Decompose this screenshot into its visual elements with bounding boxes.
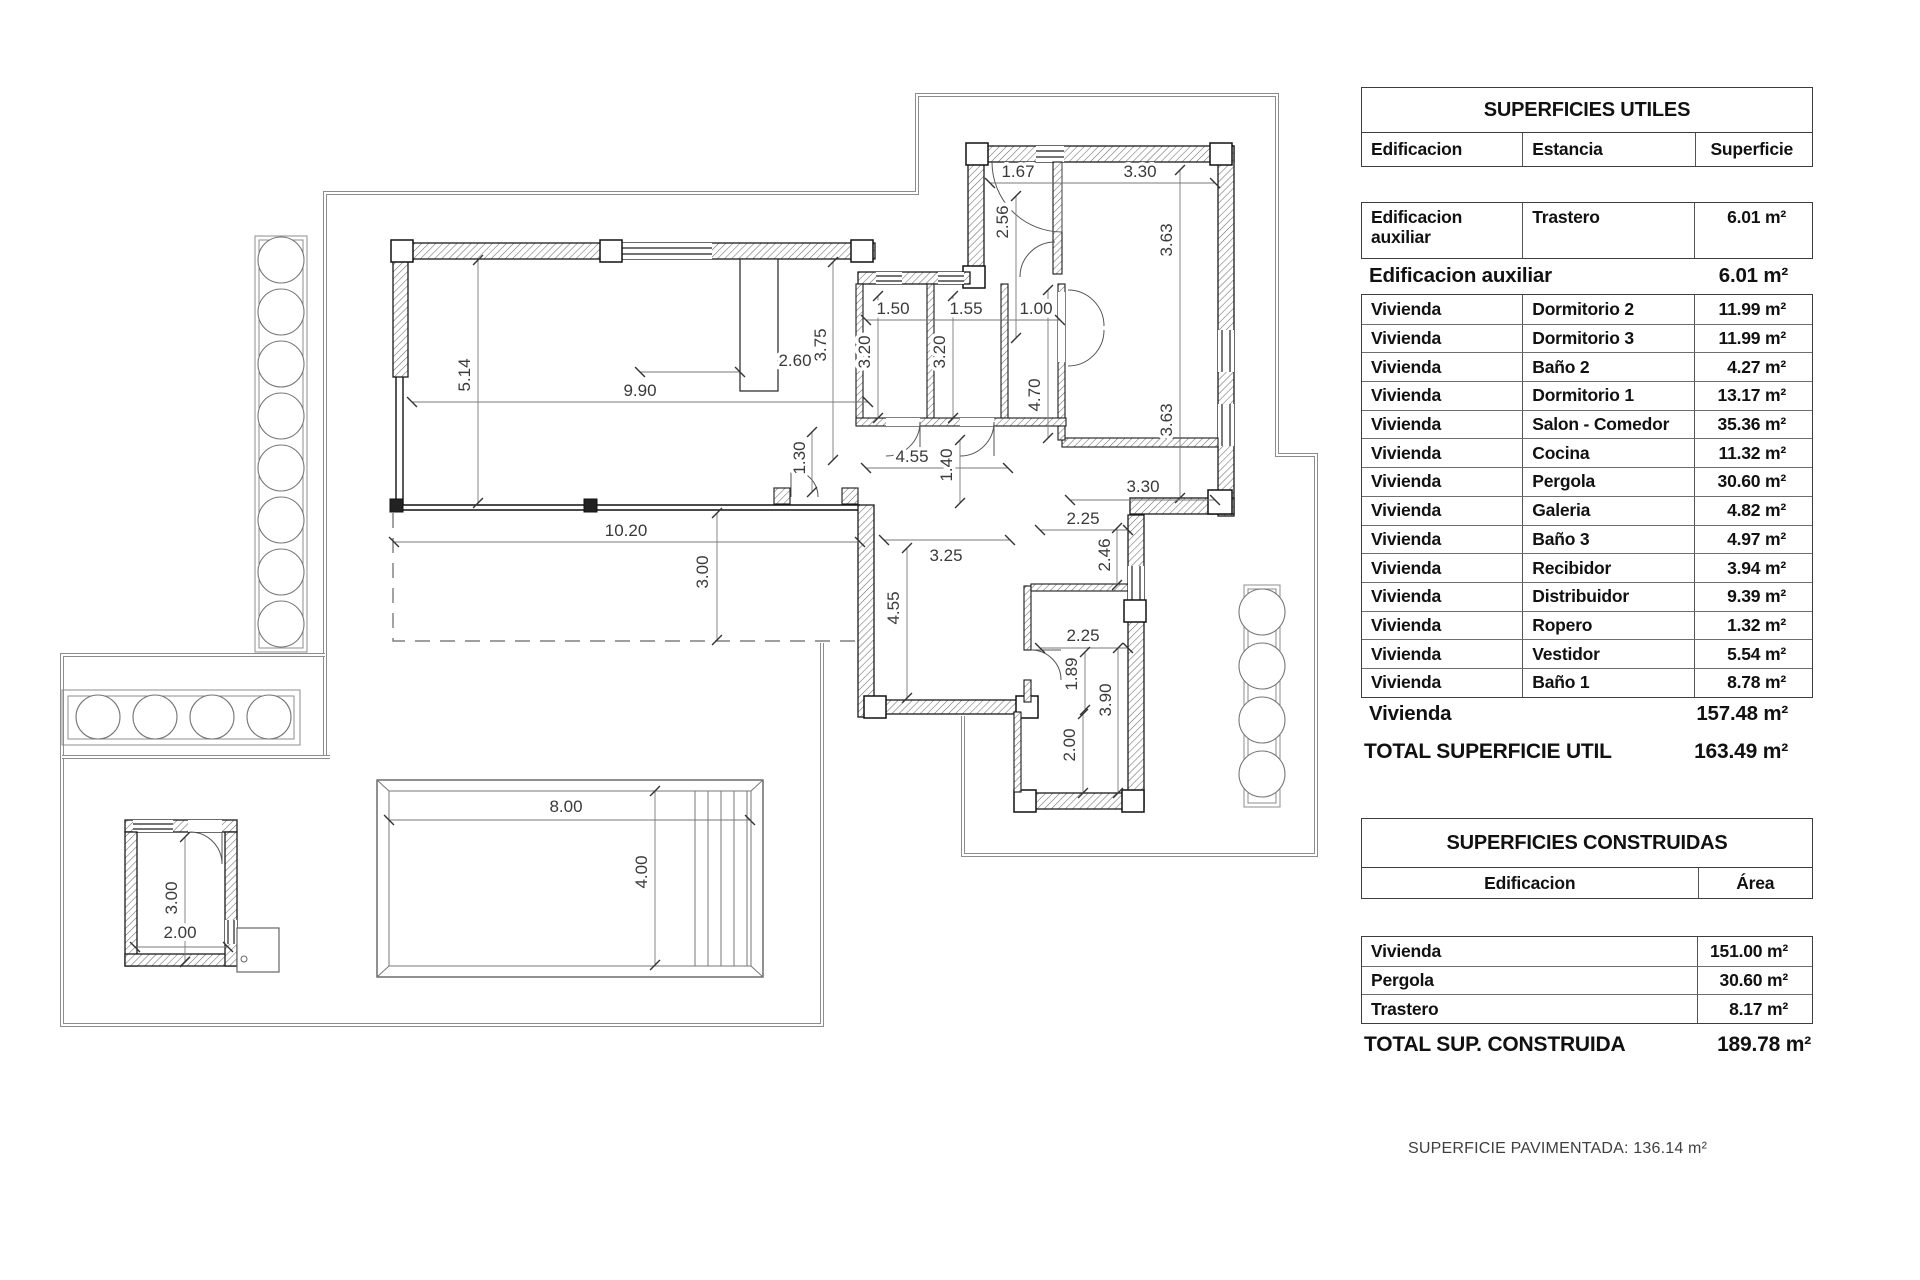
cell-superficie: 13.17 m² bbox=[1694, 382, 1812, 410]
dim-label: 3.75 bbox=[811, 328, 830, 362]
dim-label: 2.25 bbox=[1066, 626, 1100, 645]
dim-label: 1.00 bbox=[1019, 299, 1053, 318]
galeria-wall bbox=[858, 505, 874, 717]
dim-label: 8.00 bbox=[549, 797, 583, 816]
dim-label: 3.90 bbox=[1096, 683, 1115, 717]
utiles-table-row bbox=[1362, 582, 1812, 611]
utiles-aux-detail-row bbox=[1362, 203, 1812, 258]
cell-superficie: 8.78 m² bbox=[1694, 669, 1812, 697]
cell-edificacion: Vivienda bbox=[1371, 500, 1442, 521]
cell-edificacion: Trastero bbox=[1371, 998, 1439, 1019]
cell-edificacion: Vivienda bbox=[1371, 940, 1442, 961]
utiles-aux-detail-box bbox=[1361, 202, 1813, 259]
dim-label: 5.14 bbox=[455, 358, 474, 392]
utiles-table-row bbox=[1362, 525, 1812, 554]
utiles-table-row bbox=[1362, 381, 1812, 410]
utiles-header-row bbox=[1362, 133, 1812, 166]
cell-superficie: 30.60 m² bbox=[1694, 468, 1812, 496]
dim-label: 9.90 bbox=[623, 381, 657, 400]
cell-edificacion: Edificacion auxiliar bbox=[1371, 207, 1463, 248]
utiles-table-row bbox=[1362, 639, 1812, 668]
cell-edificacion: Vivienda bbox=[1371, 356, 1442, 377]
cell-estancia: Ropero bbox=[1522, 612, 1694, 640]
cell-estancia: Baño 2 bbox=[1522, 353, 1694, 381]
cell-superficie: 11.99 m² bbox=[1694, 325, 1812, 353]
cell-edificacion: Vivienda bbox=[1371, 614, 1442, 635]
cell-edificacion: Vivienda bbox=[1371, 442, 1442, 463]
dim-label: 4.00 bbox=[632, 855, 651, 889]
utiles-total-value: 163.49 m² bbox=[1694, 739, 1788, 763]
cell-superficie: 6.01 m² bbox=[1694, 203, 1812, 258]
utiles-table-row bbox=[1362, 553, 1812, 582]
utiles-table-row bbox=[1362, 438, 1812, 467]
cell-edificacion: Vivienda bbox=[1371, 586, 1442, 607]
dim-label: 10.20 bbox=[604, 521, 648, 540]
utiles-table-row bbox=[1362, 295, 1812, 324]
utiles-table-row bbox=[1362, 467, 1812, 496]
construidas-table-row bbox=[1362, 994, 1812, 1023]
dim-label: 3.20 bbox=[930, 335, 949, 369]
right-tree-row bbox=[1239, 585, 1285, 807]
cell-estancia: Recibidor bbox=[1522, 554, 1694, 582]
utiles-table-row bbox=[1362, 410, 1812, 439]
utiles-header-estancia: Estancia bbox=[1522, 133, 1694, 166]
dim-label: 2.25 bbox=[1066, 509, 1100, 528]
cell-edificacion: Vivienda bbox=[1371, 528, 1442, 549]
dim-label: 3.20 bbox=[855, 335, 874, 369]
cell-edificacion: Vivienda bbox=[1371, 471, 1442, 492]
construidas-header-area: Área bbox=[1698, 868, 1813, 898]
construidas-header-row bbox=[1362, 868, 1812, 898]
dim-label: 3.30 bbox=[1126, 477, 1160, 496]
dim-label: 2.00 bbox=[1060, 728, 1079, 762]
dim-label: 4.55 bbox=[895, 447, 929, 466]
cell-edificacion: Vivienda bbox=[1371, 385, 1442, 406]
cell-estancia: Trastero bbox=[1522, 203, 1694, 258]
vivienda-summary-label: Vivienda bbox=[1369, 702, 1452, 726]
dim-label: 1.50 bbox=[876, 299, 910, 318]
cell-estancia: Dormitorio 3 bbox=[1522, 325, 1694, 353]
cell-estancia: Distribuidor bbox=[1522, 583, 1694, 611]
cell-edificacion: Vivienda bbox=[1371, 328, 1442, 349]
cell-edificacion: Pergola bbox=[1371, 970, 1434, 991]
cell-superficie: 1.32 m² bbox=[1694, 612, 1812, 640]
cell-area: 8.17 m² bbox=[1697, 995, 1812, 1023]
aux-summary-label: Edificacion auxiliar bbox=[1369, 263, 1552, 287]
utiles-rows-box bbox=[1361, 294, 1813, 698]
cell-estancia: Baño 1 bbox=[1522, 669, 1694, 697]
utiles-header-superficie: Superficie bbox=[1695, 133, 1812, 166]
dim-label: 1.40 bbox=[937, 448, 956, 482]
table-superficies-utiles bbox=[1361, 87, 1813, 769]
cell-edificacion: Vivienda bbox=[1371, 643, 1442, 664]
construidas-table-row bbox=[1362, 937, 1812, 966]
dim-label: 2.56 bbox=[993, 205, 1012, 239]
cell-superficie: 9.39 m² bbox=[1694, 583, 1812, 611]
dim-label: 3.25 bbox=[929, 546, 963, 565]
utiles-table-row bbox=[1362, 324, 1812, 353]
dim-label: 4.55 bbox=[884, 591, 903, 625]
utiles-aux-summary bbox=[1361, 259, 1813, 292]
cell-superficie: 11.32 m² bbox=[1694, 439, 1812, 467]
cell-superficie: 4.82 m² bbox=[1694, 497, 1812, 525]
dim-label: 2.60 bbox=[778, 351, 812, 370]
dim-label: 3.63 bbox=[1157, 403, 1176, 437]
cell-superficie: 35.36 m² bbox=[1694, 411, 1812, 439]
cell-superficie: 3.94 m² bbox=[1694, 554, 1812, 582]
construidas-title: SUPERFICIES CONSTRUIDAS bbox=[1362, 819, 1812, 868]
utiles-table-row bbox=[1362, 668, 1812, 697]
dim-label: 1.55 bbox=[949, 299, 983, 318]
construidas-table-row bbox=[1362, 966, 1812, 995]
dim-label: 1.89 bbox=[1062, 657, 1081, 691]
utiles-title: SUPERFICIES UTILES bbox=[1362, 88, 1812, 133]
construidas-total-row bbox=[1361, 1029, 1813, 1061]
cell-estancia: Vestidor bbox=[1522, 640, 1694, 668]
dim-label: 3.63 bbox=[1157, 223, 1176, 257]
utiles-header-box bbox=[1361, 87, 1813, 167]
left-tree-row bbox=[255, 236, 307, 652]
construidas-total-value: 189.78 m² bbox=[1717, 1033, 1811, 1057]
cell-edificacion: Vivienda bbox=[1371, 414, 1442, 435]
cell-estancia: Galeria bbox=[1522, 497, 1694, 525]
construidas-total-label: TOTAL SUP. CONSTRUIDA bbox=[1364, 1033, 1626, 1057]
table-superficies-construidas bbox=[1361, 818, 1813, 1061]
utiles-table-row bbox=[1362, 611, 1812, 640]
cell-estancia: Salon - Comedor bbox=[1522, 411, 1694, 439]
bottom-tree-row bbox=[62, 690, 300, 745]
cell-estancia: Dormitorio 1 bbox=[1522, 382, 1694, 410]
cell-area: 151.00 m² bbox=[1697, 937, 1812, 966]
dim-label: 3.00 bbox=[162, 881, 181, 915]
paved-surface-note: SUPERFICIE PAVIMENTADA: 136.14 m² bbox=[1408, 1140, 1708, 1157]
dim-label: 2.46 bbox=[1095, 538, 1114, 572]
dim-label: 3.00 bbox=[693, 555, 712, 589]
cell-edificacion: Vivienda bbox=[1371, 557, 1442, 578]
vivienda-summary-value: 157.48 m² bbox=[1696, 702, 1788, 726]
trastero-building bbox=[125, 820, 279, 972]
cell-area: 30.60 m² bbox=[1697, 967, 1812, 995]
utiles-total-row bbox=[1361, 735, 1813, 769]
dim-label: 1.67 bbox=[1001, 162, 1035, 181]
utiles-total-label: TOTAL SUPERFICIE UTIL bbox=[1364, 739, 1612, 763]
utiles-vivienda-summary bbox=[1361, 698, 1813, 731]
aux-summary-value: 6.01 m² bbox=[1718, 263, 1788, 287]
dim-label: 4.70 bbox=[1025, 378, 1044, 412]
utiles-header-edificacion: Edificacion bbox=[1371, 139, 1463, 159]
cell-edificacion: Vivienda bbox=[1371, 298, 1442, 319]
dim-label: 3.30 bbox=[1123, 162, 1157, 181]
cell-superficie: 4.97 m² bbox=[1694, 526, 1812, 554]
utiles-table-row bbox=[1362, 352, 1812, 381]
cell-superficie: 11.99 m² bbox=[1694, 295, 1812, 324]
cell-estancia: Baño 3 bbox=[1522, 526, 1694, 554]
cell-superficie: 4.27 m² bbox=[1694, 353, 1812, 381]
construidas-header-box bbox=[1361, 818, 1813, 899]
dim-label: 1.30 bbox=[790, 441, 809, 475]
cell-estancia: Pergola bbox=[1522, 468, 1694, 496]
dim-label: 2.00 bbox=[163, 923, 197, 942]
construidas-header-edificacion: Edificacion bbox=[1484, 872, 1576, 893]
cell-estancia: Dormitorio 2 bbox=[1522, 295, 1694, 324]
cell-superficie: 5.54 m² bbox=[1694, 640, 1812, 668]
cell-estancia: Cocina bbox=[1522, 439, 1694, 467]
construidas-rows-box bbox=[1361, 936, 1813, 1024]
cell-edificacion: Vivienda bbox=[1371, 672, 1442, 693]
utiles-table-row bbox=[1362, 496, 1812, 525]
